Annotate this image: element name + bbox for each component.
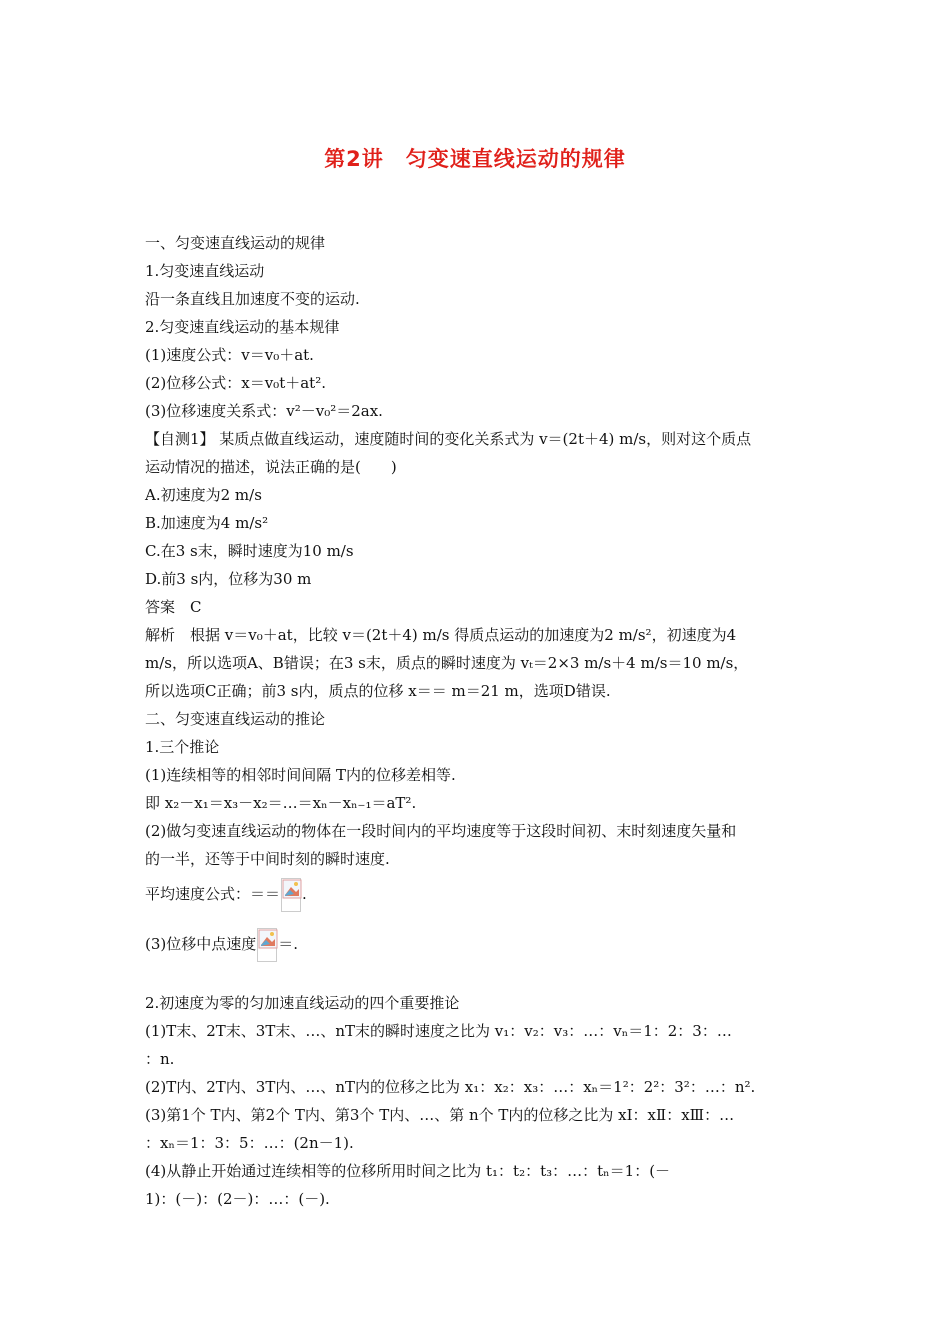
avg-velocity-label: 平均速度公式：＝＝ [145,885,281,903]
period: . [302,885,307,903]
text-line: (3)第1个 T内、第2个 T内、第3个 T内、…、第 n个 T内的位移之比为 xⅠ：xⅡ：xⅢ：… [145,1106,735,1124]
midpoint-velocity-label: (3)位移中点速度 [145,935,257,953]
option-b: B.加速度为4 m/s² [145,514,269,532]
subheading: 2.匀变速直线运动的基本规律 [145,318,340,336]
equals-period: ＝. [278,935,299,953]
formula-line: 即 x₂－x₁＝x₃－x₂＝…＝xₙ－xₙ₋₁＝aT². [145,794,417,812]
text-line: (1)T末、2T末、3T末、…、nT末的瞬时速度之比为 v₁：v₂：v₃：…：vₙ＝1：2：3：… [145,1022,732,1040]
broken-image-icon [257,928,277,962]
option-d: D.前3 s内，位移为30 m [145,570,312,588]
explanation: m/s，所以选项A、B错误；在3 s末，质点的瞬时速度为 vₜ＝2×3 m/s＋4 m/s＝10 m/s， [145,654,749,672]
page-title: 第2讲 匀变速直线运动的规律 [324,147,626,171]
text-line: 沿一条直线且加速度不变的运动. [145,290,360,308]
section-heading-2: 二、匀变速直线运动的推论 [145,710,326,728]
section-heading-1: 一、匀变速直线运动的规律 [145,234,326,252]
exercise-question: 运动情况的描述，说法正确的是( ) [145,458,397,476]
text-line: (2)做匀变速直线运动的物体在一段时间内的平均速度等于这段时间初、末时刻速度矢量和 [145,822,737,840]
formula-line: (1)速度公式：v＝v₀＋at. [145,346,314,364]
text-line: ：xₙ＝1：3：5：…：(2n－1). [145,1134,354,1152]
subheading: 2.初速度为零的匀加速直线运动的四个重要推论 [145,994,460,1012]
formula-line: (2)位移公式：x＝v₀t＋at². [145,374,326,392]
text-line: (1)连续相等的相邻时间间隔 T内的位移差相等. [145,766,456,784]
subheading: 1.三个推论 [145,738,220,756]
text-line: 的一半，还等于中间时刻的瞬时速度. [145,850,390,868]
formula-line: (3)位移速度关系式：v²－v₀²＝2ax. [145,402,383,420]
answer: 答案 C [145,598,202,616]
broken-image-icon [281,878,301,912]
text-line: (2)T内、2T内、3T内、…、nT内的位移之比为 x₁：x₂：x₃：…：xₙ＝1²：2²：3²：…：n². [145,1078,756,1096]
explanation: 所以选项C正确；前3 s内，质点的位移 x＝＝ m＝21 m，选项D错误. [145,682,611,700]
exercise-question: 【自测1】 某质点做直线运动，速度随时间的变化关系式为 v＝(2t＋4) m/s，则对这个质点 [145,430,752,448]
subheading: 1.匀变速直线运动 [145,262,265,280]
option-c: C.在3 s末，瞬时速度为10 m/s [145,542,354,560]
option-a: A.初速度为2 m/s [145,486,262,504]
explanation: 解析 根据 v＝v₀＋at，比较 v＝(2t＋4) m/s 得质点运动的加速度为2 m/s²，初速度为4 [145,626,737,644]
text-line: ：n. [145,1050,175,1068]
text-line: (4)从静止开始通过连续相等的位移所用时间之比为 t₁：t₂：t₃：…：tₙ＝1：(－ [145,1162,671,1180]
text-line: 1)：(－)：(2－)：…：(－). [145,1190,330,1208]
formula-line [145,928,298,962]
formula-line [145,878,307,912]
